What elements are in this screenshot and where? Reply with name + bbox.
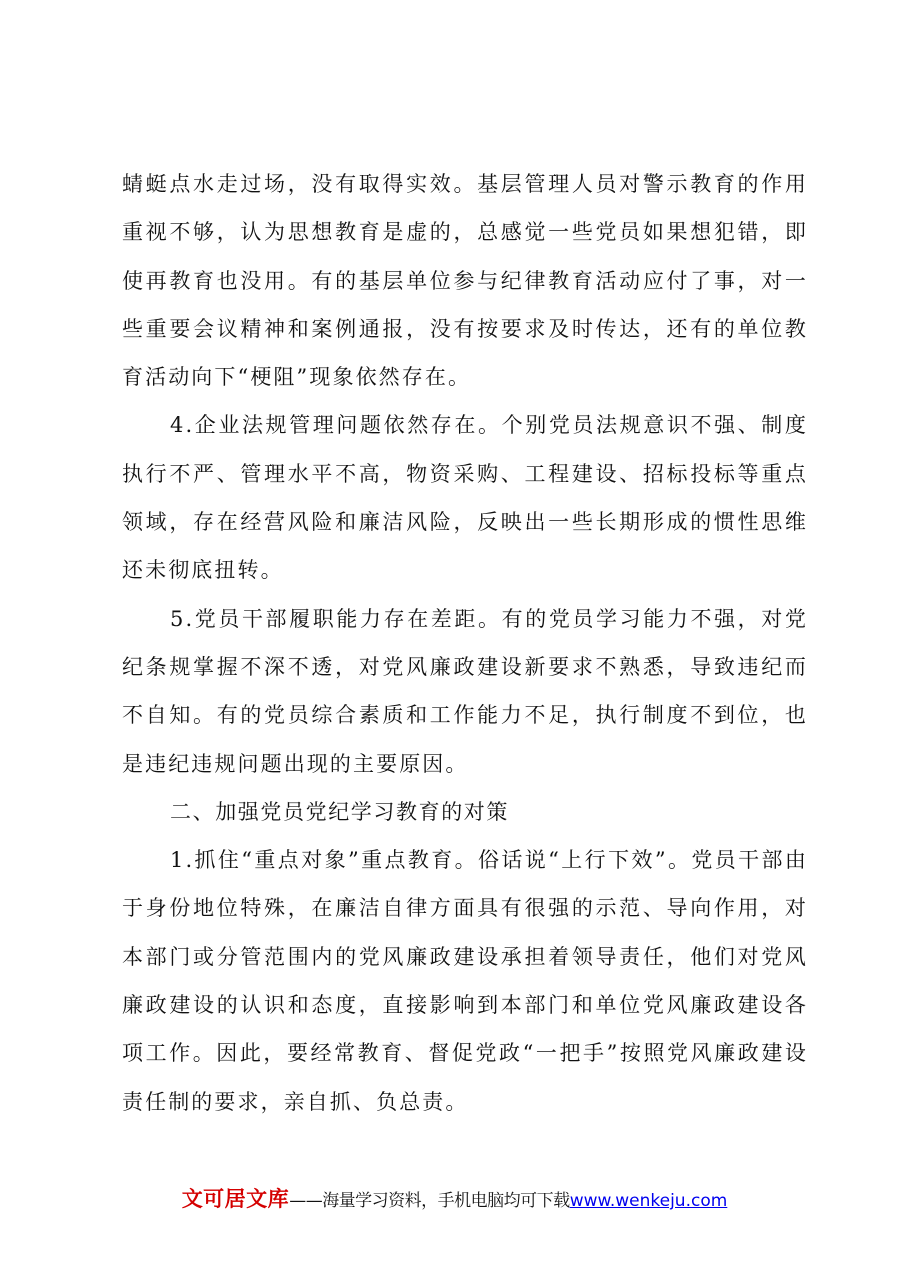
paragraph-item-4: 4.企业法规管理问题依然存在。个别党员法规意识不强、制度执行不严、管理水平不高，物资采购、工程建设、招标投标等重点领域，存在经营风险和廉洁风险，反映出一些长期形成的惯性思维还未彻底扭转。	[122, 413, 808, 583]
footer-tagline: ——海量学习资料，手机电脑均可下载	[289, 1191, 570, 1211]
paragraph-item-5: 5.党员干部履职能力存在差距。有的党员学习能力不强，对党纪条规掌握不深不透，对党风廉政建设新要求不熟悉，导致违纪而不自知。有的党员综合素质和工作能力不足，执行制度不到位，也是违纪违规问题出现的主要原因。	[122, 606, 808, 776]
section-heading: 二、加强党员党纪学习教育的对策	[170, 799, 509, 824]
paragraph-continued: 蜻蜓点水走过场，没有取得实效。基层管理人员对警示教育的作用重视不够，认为思想教育是虚的，总感觉一些党员如果想犯错，即使再教育也没用。有的基层单位参与纪律教育活动应付了事，对一些重要会议精神和案例通报，没有按要求及时传达，还有的单位教育活动向下“梗阻”现象依然存在。	[122, 172, 808, 390]
footer-url-link[interactable]: www.wenkeju.com	[569, 1191, 728, 1211]
footer-banner	[0, 1183, 909, 1213]
footer-brand: 文可居文库	[181, 1187, 290, 1211]
paragraph-countermeasure-1: 1.抓住“重点对象”重点教育。俗话说“上行下效”。党员干部由于身份地位特殊，在廉洁自律方面具有很强的示范、导向作用，对本部门或分管范围内的党风廉政建设承担着领导责任，他们对党风廉政建设的认识和态度，直接影响到本部门和单位党风廉政建设各项工作。因此，要经常教育、督促党政“一把手”按照党风廉政建设责任制的要求，亲自抓、负总责。	[122, 848, 808, 1114]
document-body	[122, 160, 808, 1126]
